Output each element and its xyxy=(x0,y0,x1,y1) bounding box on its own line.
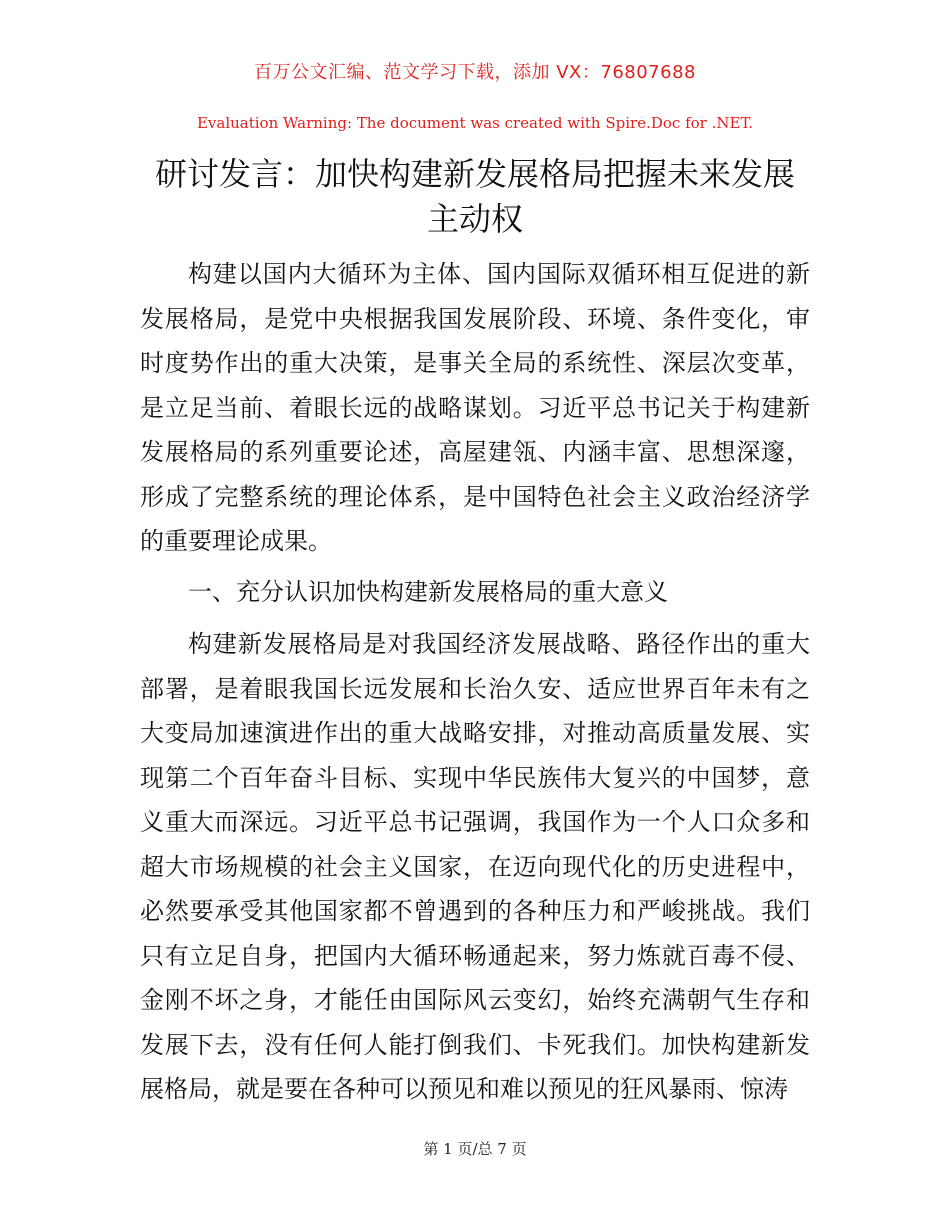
evaluation-warning: Evaluation Warning: The document was created with Spire.Doc for .NET. xyxy=(196,114,754,132)
paragraph-intro: 构建以国内大循环为主体、国内国际双循环相互促进的新发展格局，是党中央根据我国发展阶段、环境、条件变化，审时度势作出的重大决策，是事关全局的系统性、深层次变革，是立足当前、着眼长远的战略谋划。习近平总书记关于构建新发展格局的系列重要论述，高屋建瓴、内涵丰富、思想深邃，形成了完整系统的理论体系，是中国特色社会主义政治经济学的重要理论成果。 xyxy=(140,260,810,555)
paragraph-section-one: 构建新发展格局是对我国经济发展战略、路径作出的重大部署，是着眼我国长远发展和长治久安、适应世界百年未有之大变局加速演进作出的重大战略安排，对推动高质量发展、实现第二个百年奋斗目标、实现中华民族伟大复兴的中国梦，意义重大而深远。习近平总书记强调，我国作为一个人口众多和超大市场规模的社会主义国家，在迈向现代化的历史进程中，必然要承受其他国家都不曾遇到的各种压力和严峻挑战。我们只有立足自身，把国内大循环畅通起来，努力炼就百毒不侵、金刚不坏之身，才能任由国际风云变幻，始终充满朝气生存和发展下去，没有任何人能打倒我们、卡死我们。加快构建新发展格局，就是要在各种可以预见和难以预见的狂风暴雨、惊涛 xyxy=(140,630,810,1103)
header-ad-banner: 百万公文汇编、范文学习下载，添加 VX：76807688 xyxy=(254,62,696,83)
document-body xyxy=(140,252,810,1112)
page-number-footer: 第 1 页/总 7 页 xyxy=(423,1140,527,1158)
section-heading: 一、充分认识加快构建新发展格局的重大意义 xyxy=(188,577,668,606)
document-title: 研讨发言：加快构建新发展格局把握未来发展主动权 xyxy=(154,155,795,238)
